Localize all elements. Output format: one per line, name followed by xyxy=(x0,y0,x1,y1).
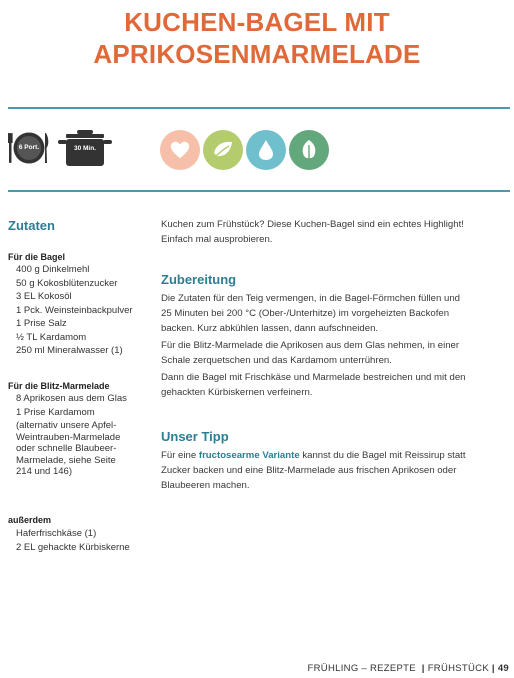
preparation-paragraph: Für die Blitz-Marmelade die Aprikosen aus dem Glas nehmen, in einer Schale zerquetschen und das Kardamom unterrühren. xyxy=(161,340,460,366)
jam-note-line: Weintrauben-Marmelade xyxy=(16,431,121,443)
preparation-paragraph: Die Zutaten für den Teig vermengen, in die Bagel-Förmchen füllen und 25 Minuten bei 200 °C (Ober-/Unterhitze) im vorgeheizten Backofen backen. Kurz abkühlen lassen, dann aufschneiden. xyxy=(161,293,461,334)
extra-ingredient-list xyxy=(16,527,156,554)
list-item: 2 EL gehackte Kürbiskerne xyxy=(16,541,130,553)
middle-rule xyxy=(8,190,510,192)
jam-note-line: Marmelade, siehe Seite xyxy=(16,454,116,466)
list-item: 1 Pck. Weinsteinbackpulver xyxy=(16,304,133,316)
list-item: ½ TL Kardamom xyxy=(16,331,87,343)
time-indicator xyxy=(58,129,112,167)
leaf-badge-2 xyxy=(289,130,329,170)
bagel-subheading: Für die Bagel xyxy=(8,252,66,262)
heart-icon xyxy=(169,139,191,161)
tip-heading: Unser Tipp xyxy=(161,429,229,444)
list-item: 400 g Dinkelmehl xyxy=(16,264,90,275)
page-footer: FRÜHLING – REZEPTE | FRÜHSTÜCK | 49 xyxy=(307,663,509,674)
jam-note-line: oder schnelle Blaubeer- xyxy=(16,443,117,454)
preparation-paragraph: Dann die Bagel mit Frischkäse und Marmelade bestreichen und mit den gehackten Kürbiskernen verfeinern. xyxy=(161,372,466,398)
page-title xyxy=(0,6,514,70)
preparation-heading: Zubereitung xyxy=(161,272,237,287)
water-drop-badge xyxy=(246,130,286,170)
footer-section: FRÜHSTÜCK xyxy=(427,663,489,674)
top-rule xyxy=(8,107,510,109)
title-line-1: KUCHEN-BAGEL MIT xyxy=(124,7,390,37)
bagel-ingredient-list xyxy=(16,263,156,358)
heart-badge xyxy=(160,130,200,170)
preparation-steps xyxy=(161,291,506,400)
jam-note-line: (alternativ unsere Apfel- xyxy=(16,420,117,431)
ingredients-heading: Zutaten xyxy=(8,218,55,233)
title-line-2: APRIKOSENMARMELADE xyxy=(93,39,421,69)
list-item: 1 Prise Kardamom xyxy=(16,406,95,418)
list-item: 50 g Kokosblütenzucker xyxy=(16,277,118,289)
list-item: 250 ml Mineralwasser (1) xyxy=(16,345,123,356)
time-label: 30 Min. xyxy=(73,145,97,152)
footer-chapter: FRÜHLING – REZEPTE xyxy=(307,663,416,674)
list-item: Haferfrischkäse (1) xyxy=(16,528,97,539)
leaf-icon xyxy=(211,138,235,162)
page-number: 49 xyxy=(497,663,509,674)
list-item: 3 EL Kokosöl xyxy=(16,291,72,302)
portions-label: 6 Port. xyxy=(18,144,40,151)
tip-highlight: fructosearme Variante xyxy=(198,450,300,461)
intro-text: Kuchen zum Frühstück? Diese Kuchen-Bagel sind ein echtes Highlight! Einfach mal ausprobieren. xyxy=(161,219,464,245)
jam-subheading: Für die Blitz-Marmelade xyxy=(8,381,110,391)
leaf-badge-icon xyxy=(297,138,321,162)
list-item: 1 Prise Salz xyxy=(16,318,67,329)
extra-subheading: außerdem xyxy=(8,515,52,525)
leaf-badge xyxy=(203,130,243,170)
portions-indicator xyxy=(8,130,50,166)
water-drop-icon xyxy=(256,138,276,162)
tip-text: Für eine fructosearme Variante kannst du die Bagel mit Reissirup statt Zucker backen und eine Blitz-Marmelade aus frischen Aprikosen oder Blaubeeren machen. xyxy=(161,450,466,491)
list-item: 8 Aprikosen aus dem Glas xyxy=(16,393,127,404)
jam-note-line: 214 und 146) xyxy=(16,466,72,477)
jam-ingredient-list xyxy=(16,392,156,478)
